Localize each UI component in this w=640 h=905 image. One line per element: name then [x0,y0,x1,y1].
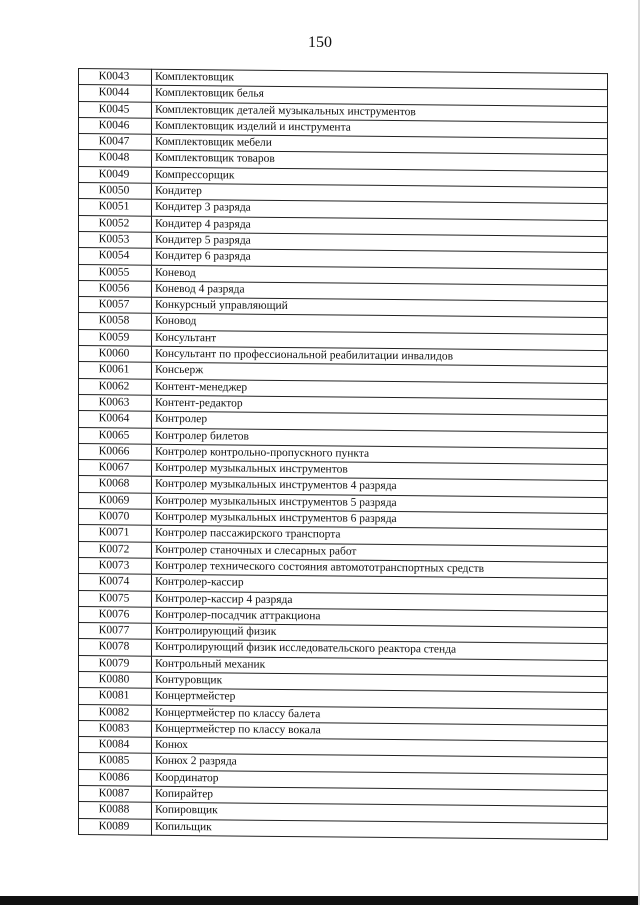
row-profession-name: Комплектовщик деталей музыкальных инструментов [152,102,608,123]
row-code: К0085 [79,753,152,770]
row-profession-name: Контрольный механик [152,656,608,677]
row-profession-name: Концертмейстер [152,688,608,709]
row-profession-name: Контролер-кассир [152,574,608,595]
row-code: К0082 [79,704,152,721]
row-profession-name: Конюх [152,737,608,758]
row-code: К0080 [79,671,152,688]
row-profession-name: Контролер-кассир 4 разряда [152,591,608,612]
row-profession-name: Консультант по профессиональной реабилитации инвалидов [152,346,608,367]
row-profession-name: Копильщик [152,819,608,840]
row-code: К0047 [79,134,152,151]
row-profession-name: Контролер музыкальных инструментов [152,460,608,481]
row-code: К0068 [79,476,152,493]
row-profession-name: Контролер-посадчик аттракциона [152,607,608,628]
row-code: К0045 [79,101,152,118]
row-profession-name: Компрессорщик [152,167,608,188]
row-code: К0056 [79,280,152,297]
row-code: К0076 [79,606,152,623]
page-number: 150 [308,34,332,51]
row-code: К0065 [79,427,152,444]
row-profession-name: Кондитер [152,183,608,204]
row-profession-name: Копирайтер [152,786,608,807]
row-code: К0087 [79,786,152,803]
row-profession-name: Контролер контрольно-пропускного пункта [152,444,608,465]
row-code: К0063 [79,394,152,411]
row-profession-name: Контролирующий физик [152,623,608,644]
row-profession-name: Контролер музыкальных инструментов 4 разряда [152,477,608,498]
row-code: К0043 [79,69,152,86]
row-profession-name: Контент-редактор [152,395,608,416]
row-code: К0086 [79,769,152,786]
row-profession-name: Концертмейстер по классу вокала [152,721,608,742]
row-code: К0049 [79,166,152,183]
row-profession-name: Кондитер 3 разряда [152,200,608,221]
row-profession-name: Коновод [152,314,608,335]
row-profession-name: Контролер билетов [152,428,608,449]
row-profession-name: Коневод 4 разряда [152,281,608,302]
row-code: К0057 [79,297,152,314]
row-code: К0062 [79,378,152,395]
row-profession-name: Контролирующий физик исследовательского реактора стенда [152,640,608,661]
row-code: К0070 [79,509,152,526]
scan-bottom-edge [0,896,640,905]
row-code: К0089 [79,818,152,835]
row-profession-name: Контуровщик [152,672,608,693]
row-code: К0048 [79,150,152,167]
row-profession-name: Концертмейстер по классу балета [152,705,608,726]
row-code: К0044 [79,85,152,102]
row-code: К0061 [79,362,152,379]
row-profession-name: Комплектовщик мебели [152,134,608,155]
row-code: К0078 [79,639,152,656]
row-code: К0059 [79,329,152,346]
row-code: К0083 [79,720,152,737]
row-profession-name: Контролер станочных и слесарных работ [152,542,608,563]
row-code: К0055 [79,264,152,281]
row-code: К0067 [79,460,152,477]
row-profession-name: Координатор [152,770,608,791]
profession-table-wrapper [78,68,608,840]
row-code: К0074 [79,574,152,591]
row-code: К0081 [79,688,152,705]
row-code: К0084 [79,737,152,754]
row-code: К0053 [79,231,152,248]
row-profession-name: Консьерж [152,363,608,384]
row-profession-name: Комплектовщик изделий и инструмента [152,118,608,139]
profession-code-table [78,68,608,840]
row-code: К0058 [79,313,152,330]
row-profession-name: Консультант [152,330,608,351]
row-profession-name: Комплектовщик [152,69,608,90]
row-profession-name: Контролер технического состояния автомототранспортных средств [152,558,608,579]
table-body [79,69,608,840]
row-profession-name: Кондитер 5 разряда [152,232,608,253]
row-code: К0060 [79,346,152,363]
row-profession-name: Контролер [152,411,608,432]
row-code: К0088 [79,802,152,819]
row-profession-name: Кондитер 6 разряда [152,248,608,269]
row-code: К0051 [79,199,152,216]
row-profession-name: Контент-менеджер [152,379,608,400]
row-code: К0079 [79,655,152,672]
row-code: К0069 [79,492,152,509]
row-code: К0073 [79,557,152,574]
row-profession-name: Конкурсный управляющий [152,297,608,318]
row-code: К0077 [79,623,152,640]
row-code: К0050 [79,183,152,200]
row-code: К0054 [79,248,152,265]
row-profession-name: Кондитер 4 разряда [152,216,608,237]
row-code: К0046 [79,117,152,134]
row-code: К0052 [79,215,152,232]
row-profession-name: Коневод [152,265,608,286]
row-profession-name: Контролер пассажирского транспорта [152,526,608,547]
row-profession-name: Копировщик [152,803,608,824]
row-code: К0071 [79,525,152,542]
row-code: К0066 [79,443,152,460]
row-code: К0064 [79,411,152,428]
row-profession-name: Конюх 2 разряда [152,754,608,775]
row-profession-name: Контролер музыкальных инструментов 5 разряда [152,493,608,514]
row-code: К0072 [79,541,152,558]
row-profession-name: Комплектовщик белья [152,86,608,107]
row-code: К0075 [79,590,152,607]
row-profession-name: Комплектовщик товаров [152,151,608,172]
row-profession-name: Контролер музыкальных инструментов 6 разряда [152,509,608,530]
